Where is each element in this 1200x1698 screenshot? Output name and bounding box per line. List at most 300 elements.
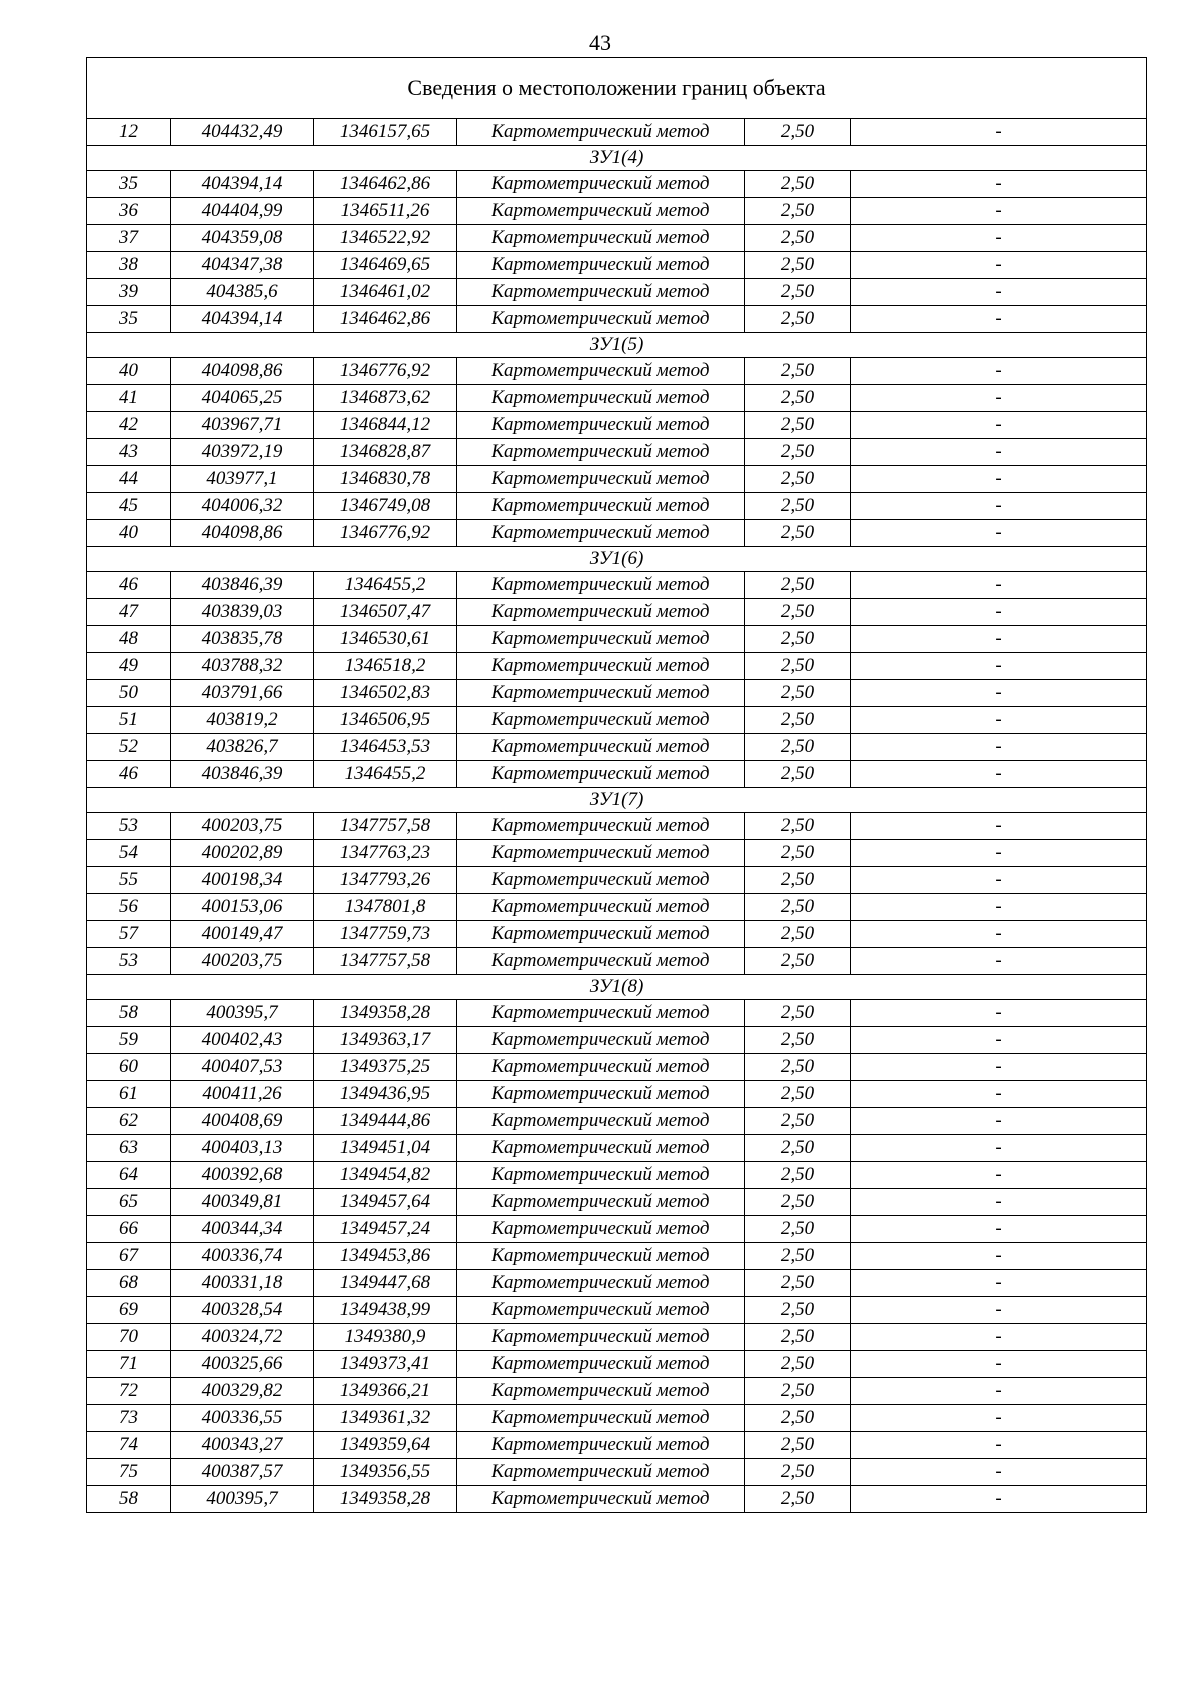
y-coordinate-cell: 1349444,86 (314, 1108, 457, 1135)
x-coordinate-cell: 404006,32 (171, 493, 314, 520)
point-number-cell: 53 (87, 948, 171, 975)
description-cell: - (851, 1081, 1147, 1108)
table-row (87, 867, 1147, 894)
method-cell: Картометрический метод (457, 1108, 745, 1135)
x-coordinate-cell: 404394,14 (171, 171, 314, 198)
point-number-cell: 60 (87, 1054, 171, 1081)
accuracy-cell: 2,50 (745, 1297, 851, 1324)
table-row (87, 520, 1147, 547)
point-number-cell: 71 (87, 1351, 171, 1378)
boundary-coordinates-table (86, 57, 1147, 1513)
y-coordinate-cell: 1349375,25 (314, 1054, 457, 1081)
table-body (87, 58, 1147, 1513)
accuracy-cell: 2,50 (745, 1135, 851, 1162)
accuracy-cell: 2,50 (745, 1459, 851, 1486)
accuracy-cell: 2,50 (745, 921, 851, 948)
x-coordinate-cell: 404385,6 (171, 279, 314, 306)
method-cell: Картометрический метод (457, 358, 745, 385)
method-cell: Картометрический метод (457, 680, 745, 707)
table-row (87, 412, 1147, 439)
table-row (87, 707, 1147, 734)
method-cell: Картометрический метод (457, 840, 745, 867)
x-coordinate-cell: 403819,2 (171, 707, 314, 734)
x-coordinate-cell: 400344,34 (171, 1216, 314, 1243)
point-number-cell: 46 (87, 761, 171, 788)
accuracy-cell: 2,50 (745, 385, 851, 412)
method-cell: Картометрический метод (457, 1000, 745, 1027)
point-number-cell: 53 (87, 813, 171, 840)
description-cell: - (851, 385, 1147, 412)
table-row (87, 572, 1147, 599)
x-coordinate-cell: 400331,18 (171, 1270, 314, 1297)
accuracy-cell: 2,50 (745, 1054, 851, 1081)
table-row (87, 466, 1147, 493)
method-cell: Картометрический метод (457, 1297, 745, 1324)
description-cell: - (851, 599, 1147, 626)
accuracy-cell: 2,50 (745, 761, 851, 788)
x-coordinate-cell: 400324,72 (171, 1324, 314, 1351)
x-coordinate-cell: 404347,38 (171, 252, 314, 279)
description-cell: - (851, 412, 1147, 439)
table-row (87, 1189, 1147, 1216)
table-row (87, 1459, 1147, 1486)
description-cell: - (851, 171, 1147, 198)
table-row (87, 1216, 1147, 1243)
x-coordinate-cell: 400395,7 (171, 1486, 314, 1513)
method-cell: Картометрический метод (457, 1405, 745, 1432)
accuracy-cell: 2,50 (745, 948, 851, 975)
method-cell: Картометрический метод (457, 761, 745, 788)
x-coordinate-cell: 400392,68 (171, 1162, 314, 1189)
method-cell: Картометрический метод (457, 119, 745, 146)
accuracy-cell: 2,50 (745, 734, 851, 761)
accuracy-cell: 2,50 (745, 358, 851, 385)
section-header-row (87, 547, 1147, 572)
accuracy-cell: 2,50 (745, 1081, 851, 1108)
y-coordinate-cell: 1346507,47 (314, 599, 457, 626)
method-cell: Картометрический метод (457, 894, 745, 921)
point-number-cell: 51 (87, 707, 171, 734)
point-number-cell: 41 (87, 385, 171, 412)
section-label: ЗУ1(4) (87, 146, 1147, 171)
x-coordinate-cell: 403788,32 (171, 653, 314, 680)
y-coordinate-cell: 1346776,92 (314, 520, 457, 547)
method-cell: Картометрический метод (457, 1162, 745, 1189)
point-number-cell: 12 (87, 119, 171, 146)
y-coordinate-cell: 1346462,86 (314, 306, 457, 333)
table-row (87, 813, 1147, 840)
point-number-cell: 44 (87, 466, 171, 493)
description-cell: - (851, 867, 1147, 894)
method-cell: Картометрический метод (457, 1054, 745, 1081)
table-row (87, 1108, 1147, 1135)
point-number-cell: 56 (87, 894, 171, 921)
description-cell: - (851, 761, 1147, 788)
section-label: ЗУ1(7) (87, 788, 1147, 813)
accuracy-cell: 2,50 (745, 653, 851, 680)
section-header-row (87, 788, 1147, 813)
point-number-cell: 74 (87, 1432, 171, 1459)
accuracy-cell: 2,50 (745, 279, 851, 306)
method-cell: Картометрический метод (457, 813, 745, 840)
accuracy-cell: 2,50 (745, 466, 851, 493)
description-cell: - (851, 1000, 1147, 1027)
x-coordinate-cell: 400411,26 (171, 1081, 314, 1108)
method-cell: Картометрический метод (457, 306, 745, 333)
accuracy-cell: 2,50 (745, 439, 851, 466)
method-cell: Картометрический метод (457, 1135, 745, 1162)
method-cell: Картометрический метод (457, 1459, 745, 1486)
accuracy-cell: 2,50 (745, 1162, 851, 1189)
table-row (87, 680, 1147, 707)
table-row (87, 1000, 1147, 1027)
accuracy-cell: 2,50 (745, 493, 851, 520)
table-row (87, 1486, 1147, 1513)
description-cell: - (851, 520, 1147, 547)
section-header-row (87, 333, 1147, 358)
description-cell: - (851, 1243, 1147, 1270)
y-coordinate-cell: 1347757,58 (314, 813, 457, 840)
table-row (87, 761, 1147, 788)
method-cell: Картометрический метод (457, 707, 745, 734)
y-coordinate-cell: 1349361,32 (314, 1405, 457, 1432)
accuracy-cell: 2,50 (745, 680, 851, 707)
description-cell: - (851, 894, 1147, 921)
description-cell: - (851, 119, 1147, 146)
point-number-cell: 69 (87, 1297, 171, 1324)
table-row (87, 1405, 1147, 1432)
x-coordinate-cell: 403967,71 (171, 412, 314, 439)
method-cell: Картометрический метод (457, 867, 745, 894)
method-cell: Картометрический метод (457, 1351, 745, 1378)
point-number-cell: 73 (87, 1405, 171, 1432)
method-cell: Картометрический метод (457, 626, 745, 653)
point-number-cell: 45 (87, 493, 171, 520)
table-row (87, 358, 1147, 385)
y-coordinate-cell: 1346511,26 (314, 198, 457, 225)
method-cell: Картометрический метод (457, 1243, 745, 1270)
point-number-cell: 75 (87, 1459, 171, 1486)
x-coordinate-cell: 403977,1 (171, 466, 314, 493)
accuracy-cell: 2,50 (745, 1000, 851, 1027)
accuracy-cell: 2,50 (745, 1108, 851, 1135)
description-cell: - (851, 1216, 1147, 1243)
description-cell: - (851, 1135, 1147, 1162)
accuracy-cell: 2,50 (745, 306, 851, 333)
description-cell: - (851, 921, 1147, 948)
x-coordinate-cell: 400328,54 (171, 1297, 314, 1324)
y-coordinate-cell: 1349457,24 (314, 1216, 457, 1243)
table-row (87, 1054, 1147, 1081)
y-coordinate-cell: 1349363,17 (314, 1027, 457, 1054)
y-coordinate-cell: 1349359,64 (314, 1432, 457, 1459)
description-cell: - (851, 1432, 1147, 1459)
x-coordinate-cell: 400402,43 (171, 1027, 314, 1054)
x-coordinate-cell: 403846,39 (171, 572, 314, 599)
table-row (87, 252, 1147, 279)
y-coordinate-cell: 1347763,23 (314, 840, 457, 867)
accuracy-cell: 2,50 (745, 1270, 851, 1297)
x-coordinate-cell: 404404,99 (171, 198, 314, 225)
point-number-cell: 40 (87, 358, 171, 385)
x-coordinate-cell: 400198,34 (171, 867, 314, 894)
y-coordinate-cell: 1346502,83 (314, 680, 457, 707)
x-coordinate-cell: 404065,25 (171, 385, 314, 412)
x-coordinate-cell: 400153,06 (171, 894, 314, 921)
y-coordinate-cell: 1349373,41 (314, 1351, 457, 1378)
table-row (87, 1027, 1147, 1054)
y-coordinate-cell: 1346518,2 (314, 653, 457, 680)
accuracy-cell: 2,50 (745, 1378, 851, 1405)
table-row (87, 198, 1147, 225)
description-cell: - (851, 306, 1147, 333)
method-cell: Картометрический метод (457, 734, 745, 761)
description-cell: - (851, 813, 1147, 840)
table-row (87, 119, 1147, 146)
point-number-cell: 63 (87, 1135, 171, 1162)
accuracy-cell: 2,50 (745, 171, 851, 198)
section-header-row (87, 146, 1147, 171)
x-coordinate-cell: 404359,08 (171, 225, 314, 252)
accuracy-cell: 2,50 (745, 119, 851, 146)
table-title: Сведения о местоположении границ объекта (87, 58, 1147, 119)
accuracy-cell: 2,50 (745, 1189, 851, 1216)
description-cell: - (851, 252, 1147, 279)
description-cell: - (851, 1297, 1147, 1324)
method-cell: Картометрический метод (457, 599, 745, 626)
x-coordinate-cell: 400403,13 (171, 1135, 314, 1162)
point-number-cell: 52 (87, 734, 171, 761)
point-number-cell: 64 (87, 1162, 171, 1189)
description-cell: - (851, 653, 1147, 680)
y-coordinate-cell: 1347759,73 (314, 921, 457, 948)
x-coordinate-cell: 400325,66 (171, 1351, 314, 1378)
description-cell: - (851, 1351, 1147, 1378)
y-coordinate-cell: 1347793,26 (314, 867, 457, 894)
point-number-cell: 55 (87, 867, 171, 894)
x-coordinate-cell: 404394,14 (171, 306, 314, 333)
x-coordinate-cell: 400149,47 (171, 921, 314, 948)
table-row (87, 225, 1147, 252)
y-coordinate-cell: 1349453,86 (314, 1243, 457, 1270)
y-coordinate-cell: 1349454,82 (314, 1162, 457, 1189)
y-coordinate-cell: 1346455,2 (314, 572, 457, 599)
x-coordinate-cell: 400336,55 (171, 1405, 314, 1432)
method-cell: Картометрический метод (457, 572, 745, 599)
y-coordinate-cell: 1349380,9 (314, 1324, 457, 1351)
point-number-cell: 58 (87, 1000, 171, 1027)
description-cell: - (851, 358, 1147, 385)
point-number-cell: 42 (87, 412, 171, 439)
y-coordinate-cell: 1346830,78 (314, 466, 457, 493)
table-row (87, 493, 1147, 520)
accuracy-cell: 2,50 (745, 1486, 851, 1513)
point-number-cell: 37 (87, 225, 171, 252)
description-cell: - (851, 1459, 1147, 1486)
point-number-cell: 72 (87, 1378, 171, 1405)
x-coordinate-cell: 403846,39 (171, 761, 314, 788)
x-coordinate-cell: 404432,49 (171, 119, 314, 146)
point-number-cell: 70 (87, 1324, 171, 1351)
method-cell: Картометрический метод (457, 225, 745, 252)
method-cell: Картометрический метод (457, 1189, 745, 1216)
method-cell: Картометрический метод (457, 921, 745, 948)
table-row (87, 840, 1147, 867)
table-row (87, 1324, 1147, 1351)
x-coordinate-cell: 403826,7 (171, 734, 314, 761)
description-cell: - (851, 1270, 1147, 1297)
description-cell: - (851, 279, 1147, 306)
method-cell: Картометрический метод (457, 520, 745, 547)
point-number-cell: 50 (87, 680, 171, 707)
table-row (87, 894, 1147, 921)
description-cell: - (851, 1189, 1147, 1216)
y-coordinate-cell: 1349451,04 (314, 1135, 457, 1162)
table-row (87, 171, 1147, 198)
y-coordinate-cell: 1349358,28 (314, 1000, 457, 1027)
accuracy-cell: 2,50 (745, 1324, 851, 1351)
description-cell: - (851, 1378, 1147, 1405)
accuracy-cell: 2,50 (745, 1216, 851, 1243)
x-coordinate-cell: 400349,81 (171, 1189, 314, 1216)
table-row (87, 1351, 1147, 1378)
method-cell: Картометрический метод (457, 948, 745, 975)
table-row (87, 1297, 1147, 1324)
x-coordinate-cell: 400203,75 (171, 813, 314, 840)
section-header-row (87, 975, 1147, 1000)
description-cell: - (851, 1405, 1147, 1432)
x-coordinate-cell: 400202,89 (171, 840, 314, 867)
description-cell: - (851, 493, 1147, 520)
point-number-cell: 48 (87, 626, 171, 653)
y-coordinate-cell: 1349438,99 (314, 1297, 457, 1324)
point-number-cell: 62 (87, 1108, 171, 1135)
description-cell: - (851, 948, 1147, 975)
section-label: ЗУ1(8) (87, 975, 1147, 1000)
point-number-cell: 61 (87, 1081, 171, 1108)
y-coordinate-cell: 1346828,87 (314, 439, 457, 466)
y-coordinate-cell: 1346873,62 (314, 385, 457, 412)
point-number-cell: 47 (87, 599, 171, 626)
description-cell: - (851, 626, 1147, 653)
point-number-cell: 35 (87, 306, 171, 333)
accuracy-cell: 2,50 (745, 1243, 851, 1270)
table-row (87, 1135, 1147, 1162)
description-cell: - (851, 572, 1147, 599)
description-cell: - (851, 439, 1147, 466)
accuracy-cell: 2,50 (745, 225, 851, 252)
description-cell: - (851, 198, 1147, 225)
table-row (87, 948, 1147, 975)
method-cell: Картометрический метод (457, 412, 745, 439)
point-number-cell: 65 (87, 1189, 171, 1216)
table-title-row (87, 58, 1147, 119)
accuracy-cell: 2,50 (745, 1027, 851, 1054)
method-cell: Картометрический метод (457, 279, 745, 306)
table-row (87, 1270, 1147, 1297)
point-number-cell: 67 (87, 1243, 171, 1270)
method-cell: Картометрический метод (457, 493, 745, 520)
method-cell: Картометрический метод (457, 252, 745, 279)
y-coordinate-cell: 1349457,64 (314, 1189, 457, 1216)
accuracy-cell: 2,50 (745, 1432, 851, 1459)
x-coordinate-cell: 403839,03 (171, 599, 314, 626)
method-cell: Картометрический метод (457, 171, 745, 198)
table-row (87, 279, 1147, 306)
accuracy-cell: 2,50 (745, 626, 851, 653)
description-cell: - (851, 1162, 1147, 1189)
x-coordinate-cell: 404098,86 (171, 520, 314, 547)
method-cell: Картометрический метод (457, 1378, 745, 1405)
description-cell: - (851, 707, 1147, 734)
table-row (87, 599, 1147, 626)
y-coordinate-cell: 1349447,68 (314, 1270, 457, 1297)
y-coordinate-cell: 1349366,21 (314, 1378, 457, 1405)
method-cell: Картометрический метод (457, 1216, 745, 1243)
accuracy-cell: 2,50 (745, 1351, 851, 1378)
x-coordinate-cell: 403972,19 (171, 439, 314, 466)
point-number-cell: 39 (87, 279, 171, 306)
accuracy-cell: 2,50 (745, 707, 851, 734)
method-cell: Картометрический метод (457, 466, 745, 493)
page-number: 43 (589, 30, 611, 55)
x-coordinate-cell: 400329,82 (171, 1378, 314, 1405)
x-coordinate-cell: 400387,57 (171, 1459, 314, 1486)
table-row (87, 734, 1147, 761)
description-cell: - (851, 734, 1147, 761)
point-number-cell: 54 (87, 840, 171, 867)
method-cell: Картометрический метод (457, 1081, 745, 1108)
method-cell: Картометрический метод (457, 198, 745, 225)
description-cell: - (851, 1108, 1147, 1135)
table-row (87, 1162, 1147, 1189)
y-coordinate-cell: 1347757,58 (314, 948, 457, 975)
x-coordinate-cell: 400408,69 (171, 1108, 314, 1135)
y-coordinate-cell: 1346530,61 (314, 626, 457, 653)
accuracy-cell: 2,50 (745, 572, 851, 599)
y-coordinate-cell: 1346157,65 (314, 119, 457, 146)
description-cell: - (851, 680, 1147, 707)
method-cell: Картометрический метод (457, 653, 745, 680)
y-coordinate-cell: 1349358,28 (314, 1486, 457, 1513)
accuracy-cell: 2,50 (745, 813, 851, 840)
method-cell: Картометрический метод (457, 1486, 745, 1513)
point-number-cell: 35 (87, 171, 171, 198)
table-row (87, 653, 1147, 680)
y-coordinate-cell: 1346453,53 (314, 734, 457, 761)
description-cell: - (851, 840, 1147, 867)
table-row (87, 626, 1147, 653)
table-row (87, 921, 1147, 948)
x-coordinate-cell: 400343,27 (171, 1432, 314, 1459)
point-number-cell: 49 (87, 653, 171, 680)
y-coordinate-cell: 1346461,02 (314, 279, 457, 306)
description-cell: - (851, 466, 1147, 493)
method-cell: Картометрический метод (457, 1027, 745, 1054)
table-row (87, 439, 1147, 466)
table-row (87, 1432, 1147, 1459)
description-cell: - (851, 1486, 1147, 1513)
point-number-cell: 38 (87, 252, 171, 279)
y-coordinate-cell: 1347801,8 (314, 894, 457, 921)
accuracy-cell: 2,50 (745, 867, 851, 894)
accuracy-cell: 2,50 (745, 894, 851, 921)
accuracy-cell: 2,50 (745, 1405, 851, 1432)
accuracy-cell: 2,50 (745, 252, 851, 279)
accuracy-cell: 2,50 (745, 840, 851, 867)
y-coordinate-cell: 1346776,92 (314, 358, 457, 385)
method-cell: Картометрический метод (457, 439, 745, 466)
